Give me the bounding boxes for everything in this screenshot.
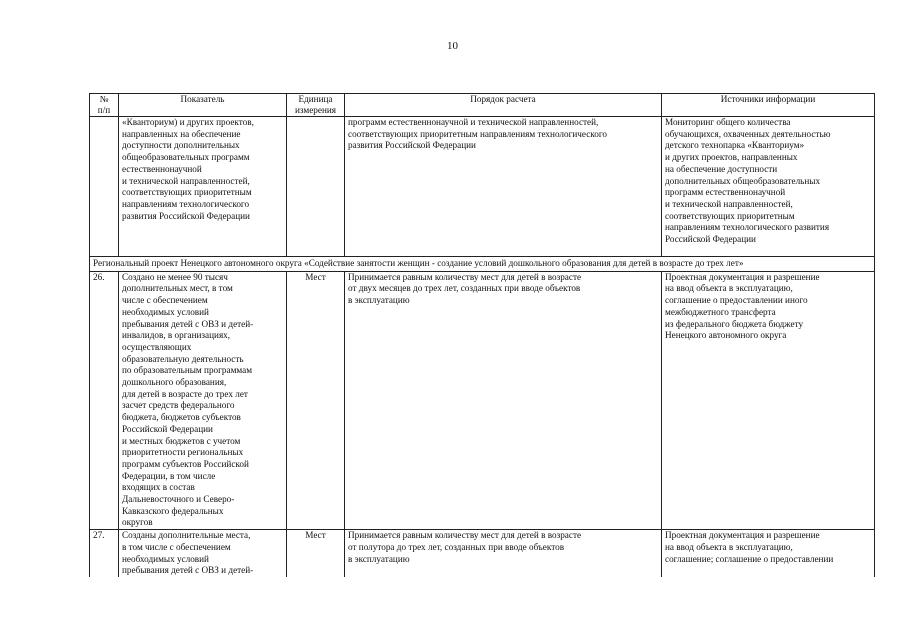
cell-calc: Принимается равным количеству мест для детей в возрасте от полутора до трех лет, созданных при вводе объектов в эксплуатацию [345,530,662,577]
cell-num: 26. [90,271,119,529]
table-row [90,530,875,577]
cell-source: Проектная документация и разрешение на ввод объекта в эксплуатацию, соглашение о предоставлении иного межбюджетного трансферта из федерального бюджета бюджету Ненецкого автономного округа [662,271,875,529]
cell-num [90,117,119,257]
cell-indicator: Создано не менее 90 тысяч дополнительных мест, в том числе с обеспечением необходимых условий пребывания детей с ОВЗ и детей- инвалидов, в организациях, осуществляющих образовательную деятельность по образовательным программам дошкольного образования, для детей в возрасте до трех лет засчет средств федерального бюджета, бюджетов субъектов Российской Федерации и местных бюджетов с учетом приоритетности региональных программ субъектов Российской Федерации, в том числе входящих в состав Дальневосточного и Северо- Кавказского федеральных округов [119,271,287,529]
cell-source: Мониторинг общего количества обучающихся, охваченных деятельностью детского технопарка «Кванториум» и других проектов, направленных на обеспечение доступности дополнительных общеобразовательных программ естественнонаучной и технической направленностей, соответствующих приоритетным направлениям технологического развития Российской Федерации [662,117,875,257]
section-title: Региональный проект Ненецкого автономного округа «Содействие занятости женщин - создание условий дошкольного образования для детей в возрасте до трех лет» [90,257,875,272]
header-num: № п/п [90,94,119,117]
cell-unit [287,117,345,257]
header-calc: Порядок расчета [345,94,662,117]
cell-source: Проектная документация и разрешение на ввод объекта в эксплуатацию, соглашение; соглашение о предоставлении [662,530,875,577]
cell-calc: Принимается равным количеству мест для детей в возрасте от двух месяцев до трех лет, созданных при вводе объектов в эксплуатацию [345,271,662,529]
cell-calc: программ естественнонаучной и технической направленностей, соответствующих приоритетным направлениям технологического развития Российской Федерации [345,117,662,257]
table-header-row [90,94,875,117]
cell-num: 27. [90,530,119,577]
cell-indicator: Созданы дополнительные места, в том числе с обеспечением необходимых условий пребывания детей с ОВЗ и детей- [119,530,287,577]
indicators-table [89,93,875,577]
header-unit: Единица измерения [287,94,345,117]
header-source: Источники информации [662,94,875,117]
cell-indicator: «Кванториум) и других проектов, направленных на обеспечение доступности дополнительных общеобразовательных программ естественнонаучной и технической направленностей, соответствующих приоритетным направлениям технологического развития Российской Федерации [119,117,287,257]
section-row [90,257,875,272]
cell-unit: Мест [287,530,345,577]
page-number: 10 [447,40,458,52]
table-row-continued [90,117,875,257]
header-indicator: Показатель [119,94,287,117]
table-row [90,271,875,529]
cell-unit: Мест [287,271,345,529]
